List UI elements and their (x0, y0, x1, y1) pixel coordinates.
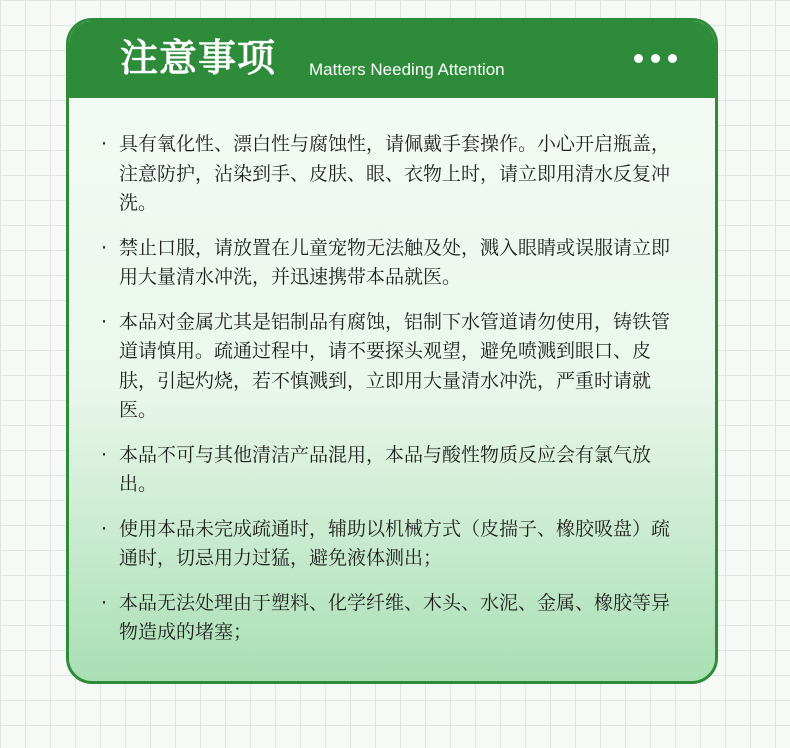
list-item (101, 515, 687, 574)
list-item (101, 308, 687, 426)
bullet-icon: · (101, 443, 108, 466)
list-item (101, 441, 687, 500)
list-item (101, 130, 687, 219)
dot-icon (634, 54, 643, 63)
bullet-icon: · (101, 133, 108, 155)
dot-icon (668, 54, 677, 63)
bullet-icon: · (101, 236, 108, 259)
bullet-icon: · (101, 591, 108, 614)
more-dots-icon (634, 54, 677, 63)
list-item (101, 589, 687, 648)
notice-list (101, 130, 687, 663)
page-subtitle: Matters Needing Attention (309, 60, 505, 79)
card-header (69, 21, 715, 98)
list-item-text: 使用本品未完成疏通时，辅助以机械方式（皮揣子、橡胶吸盘）疏通时，切忌用力过猛，避免液体测出； (119, 517, 671, 569)
list-item-text: 本品对金属尤其是铝制品有腐蚀，铝制下水管道请勿使用，铸铁管道请慎用。疏通过程中，请不要探头观望，避免喷溅到眼口、皮肤，引起灼烧，若不慎溅到，立即用大量清水冲洗，严重时请就医。 (119, 310, 671, 421)
bullet-icon: · (101, 517, 108, 540)
list-item-text: 具有氧化性、漂白性与腐蚀性，请佩戴手套操作。小心开启瓶盖，注意防护，沾染到手、皮肤、眼、衣物上时，请立即用清水反复冲洗。 (119, 133, 671, 214)
page-title: 注意事项 (120, 36, 277, 80)
list-item-text: 禁止口服，请放置在儿童宠物无法触及处，溅入眼睛或误服请立即用大量清水冲洗，并迅速携带本品就医。 (119, 236, 671, 288)
bullet-icon: · (101, 310, 108, 333)
list-item (101, 234, 687, 293)
dot-icon (651, 54, 660, 63)
list-item-text: 本品无法处理由于塑料、化学纤维、木头、水泥、金属、橡胶等异物造成的堵塞； (119, 591, 671, 643)
attention-card (66, 18, 718, 684)
list-item-text: 本品不可与其他清洁产品混用，本品与酸性物质反应会有氯气放出。 (119, 443, 652, 495)
